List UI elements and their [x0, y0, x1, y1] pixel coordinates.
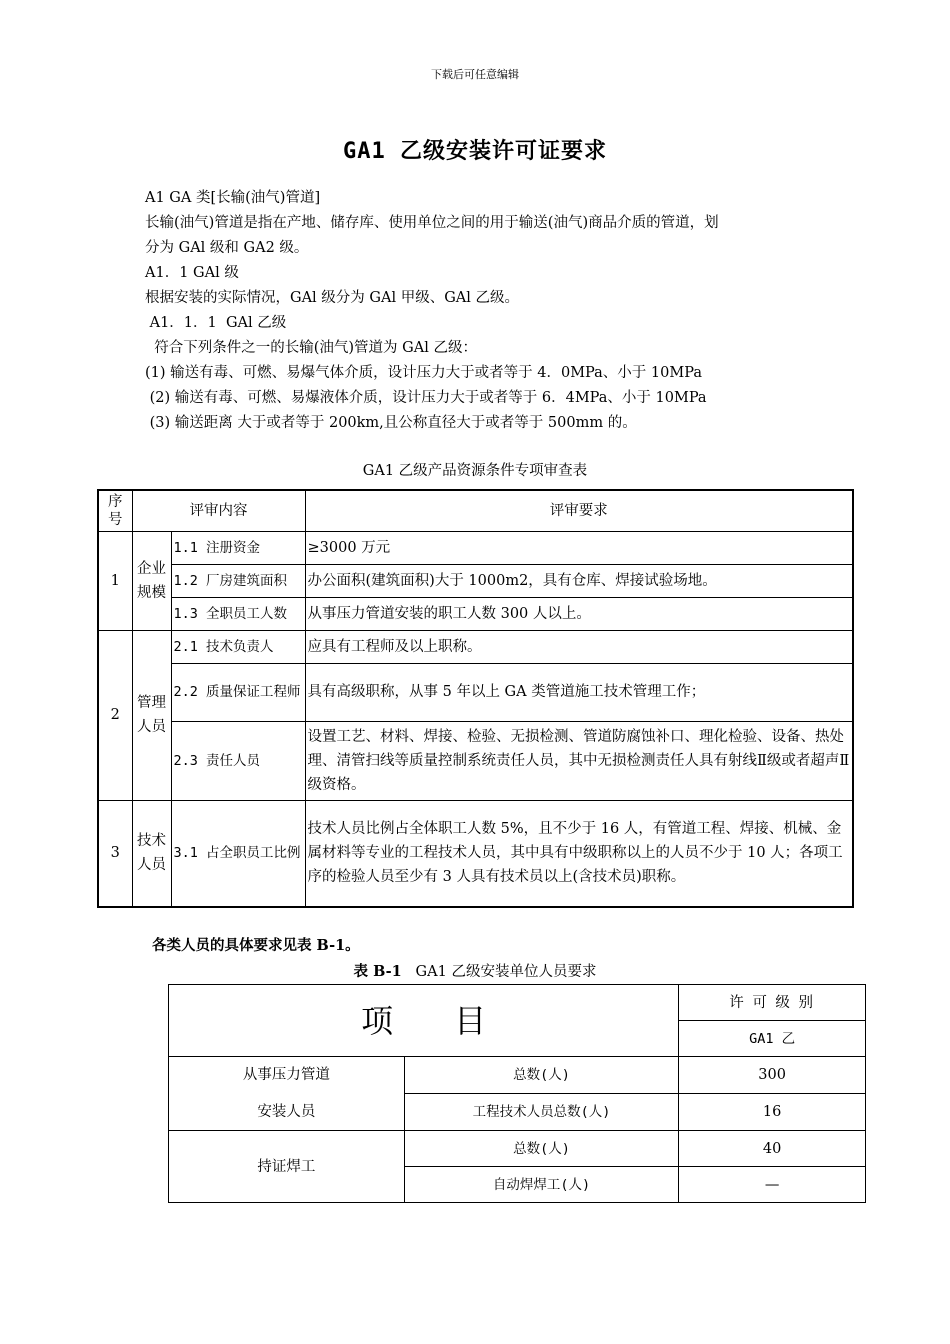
- table-row: [98, 721, 853, 800]
- paragraph-line: A1 GA 类[长输(油气)管道]: [145, 190, 321, 206]
- row-value: 16: [679, 1094, 866, 1131]
- header-no: 序号: [98, 490, 132, 531]
- paragraph-line: A1．1．1 GAl 乙级: [145, 315, 287, 331]
- table2-caption: [0, 960, 950, 981]
- item-cell: 3.1 占全职员工比例: [171, 800, 305, 907]
- req-cell: 从事压力管道安装的职工人数 300 人以上。: [305, 597, 853, 630]
- paragraph-line: (3) 输送距离 大于或者等于 200km,且公称直径大于或者等于 500mm 的。: [145, 415, 637, 431]
- table2-caption-text: GA1 乙级安装单位人员要求: [401, 964, 597, 980]
- paragraph-line: 长输(油气)管道是指在产地、储存库、使用单位之间的用于输送(油气)商品介质的管道，划: [145, 215, 719, 231]
- table-row: [98, 663, 853, 721]
- table-row: [98, 630, 853, 663]
- row-value: 40: [679, 1131, 866, 1167]
- row-label: 总数(人): [404, 1131, 679, 1167]
- group-no: 3: [98, 800, 132, 907]
- group-category: 管理人员: [132, 630, 171, 800]
- paragraph-line: A1．1 GAl 级: [145, 265, 239, 281]
- header-req: 评审要求: [305, 490, 853, 531]
- group-no: 2: [98, 630, 132, 800]
- group-no: 1: [98, 531, 132, 630]
- req-cell: 技术人员比例占全体职工人数 5%，且不少于 16 人，有管道工程、焊接、机械、金属材料等专业的工程技术人员，其中具有中级职称以上的人员不少于 10 人；各项工序的检验人员至少有 3 人具有技术员以上(含技术员)职称。: [305, 800, 853, 907]
- req-cell: 应具有工程师及以上职称。: [305, 630, 853, 663]
- table-row: [98, 597, 853, 630]
- req-cell: ≥3000 万元: [305, 531, 853, 564]
- page-header: 下载后可任意编辑: [431, 68, 519, 81]
- table-row: [169, 1094, 866, 1131]
- header-content: 评审内容: [132, 490, 305, 531]
- row-label: 工程技术人员总数(人): [404, 1094, 679, 1131]
- review-table: [97, 489, 854, 908]
- personnel-table: [168, 984, 866, 1203]
- req-cell: 办公面积(建筑面积)大于 1000m2，具有仓库、焊接试验场地。: [305, 564, 853, 597]
- paragraph-block: [145, 186, 825, 436]
- table-row: [98, 564, 853, 597]
- row-value: —: [679, 1167, 866, 1203]
- item-cell: 1.3 全职员工人数: [171, 597, 305, 630]
- group-label: 安装人员: [169, 1094, 405, 1131]
- paragraph-line: 符合下列条件之一的长输(油气)管道为 GAl 乙级：: [145, 340, 477, 356]
- table1-caption: GA1 乙级产品资源条件专项审查表: [362, 463, 588, 479]
- level-header: 许 可 级 别: [679, 985, 866, 1021]
- item-cell: 2.1 技术负责人: [171, 630, 305, 663]
- paragraph-line: 根据安装的实际情况，GAl 级分为 GAl 甲级、GAl 乙级。: [145, 290, 520, 306]
- table-row: [98, 800, 853, 907]
- item-header: 项 目: [169, 985, 679, 1057]
- group-label: 持证焊工: [169, 1131, 405, 1203]
- item-cell: 1.2 厂房建筑面积: [171, 564, 305, 597]
- table-row: [98, 531, 853, 564]
- req-cell: 设置工艺、材料、焊接、检验、无损检测、管道防腐蚀补口、理化检验、设备、热处理、清管扫线等质量控制系统责任人员，其中无损检测责任人具有射线Ⅱ级或者超声Ⅱ级资格。: [305, 721, 853, 800]
- item-cell: 1.1 注册资金: [171, 531, 305, 564]
- table2-caption-id: 表 B-1: [353, 963, 402, 980]
- table-header-row: [169, 985, 866, 1021]
- row-value: 300: [679, 1057, 866, 1094]
- table-note: 各类人员的具体要求见表 B-1。: [152, 937, 360, 954]
- group-category: 企业规模: [132, 531, 171, 630]
- paragraph-line: (1) 输送有毒、可燃、易爆气体介质，设计压力大于或者等于 4．0MPa、小于 10MPa: [145, 365, 702, 381]
- level-value: GA1 乙: [679, 1021, 866, 1057]
- table-row: [169, 1057, 866, 1094]
- table-header-row: [98, 490, 853, 531]
- item-cell: 2.3 责任人员: [171, 721, 305, 800]
- row-label: 自动焊焊工(人): [404, 1167, 679, 1203]
- paragraph-line: (2) 输送有毒、可燃、易爆液体介质，设计压力大于或者等于 6．4MPa、小于 10MPa: [145, 390, 707, 406]
- req-cell: 具有高级职称，从事 5 年以上 GA 类管道施工技术管理工作；: [305, 663, 853, 721]
- group-category: 技术人员: [132, 800, 171, 907]
- group-label: 从事压力管道: [169, 1057, 405, 1094]
- paragraph-line: 分为 GAl 级和 GA2 级。: [145, 240, 309, 256]
- row-label: 总数(人): [404, 1057, 679, 1094]
- page-title: GA1 乙级安装许可证要求: [343, 139, 607, 164]
- table-row: [169, 1131, 866, 1167]
- item-cell: 2.2 质量保证工程师: [171, 663, 305, 721]
